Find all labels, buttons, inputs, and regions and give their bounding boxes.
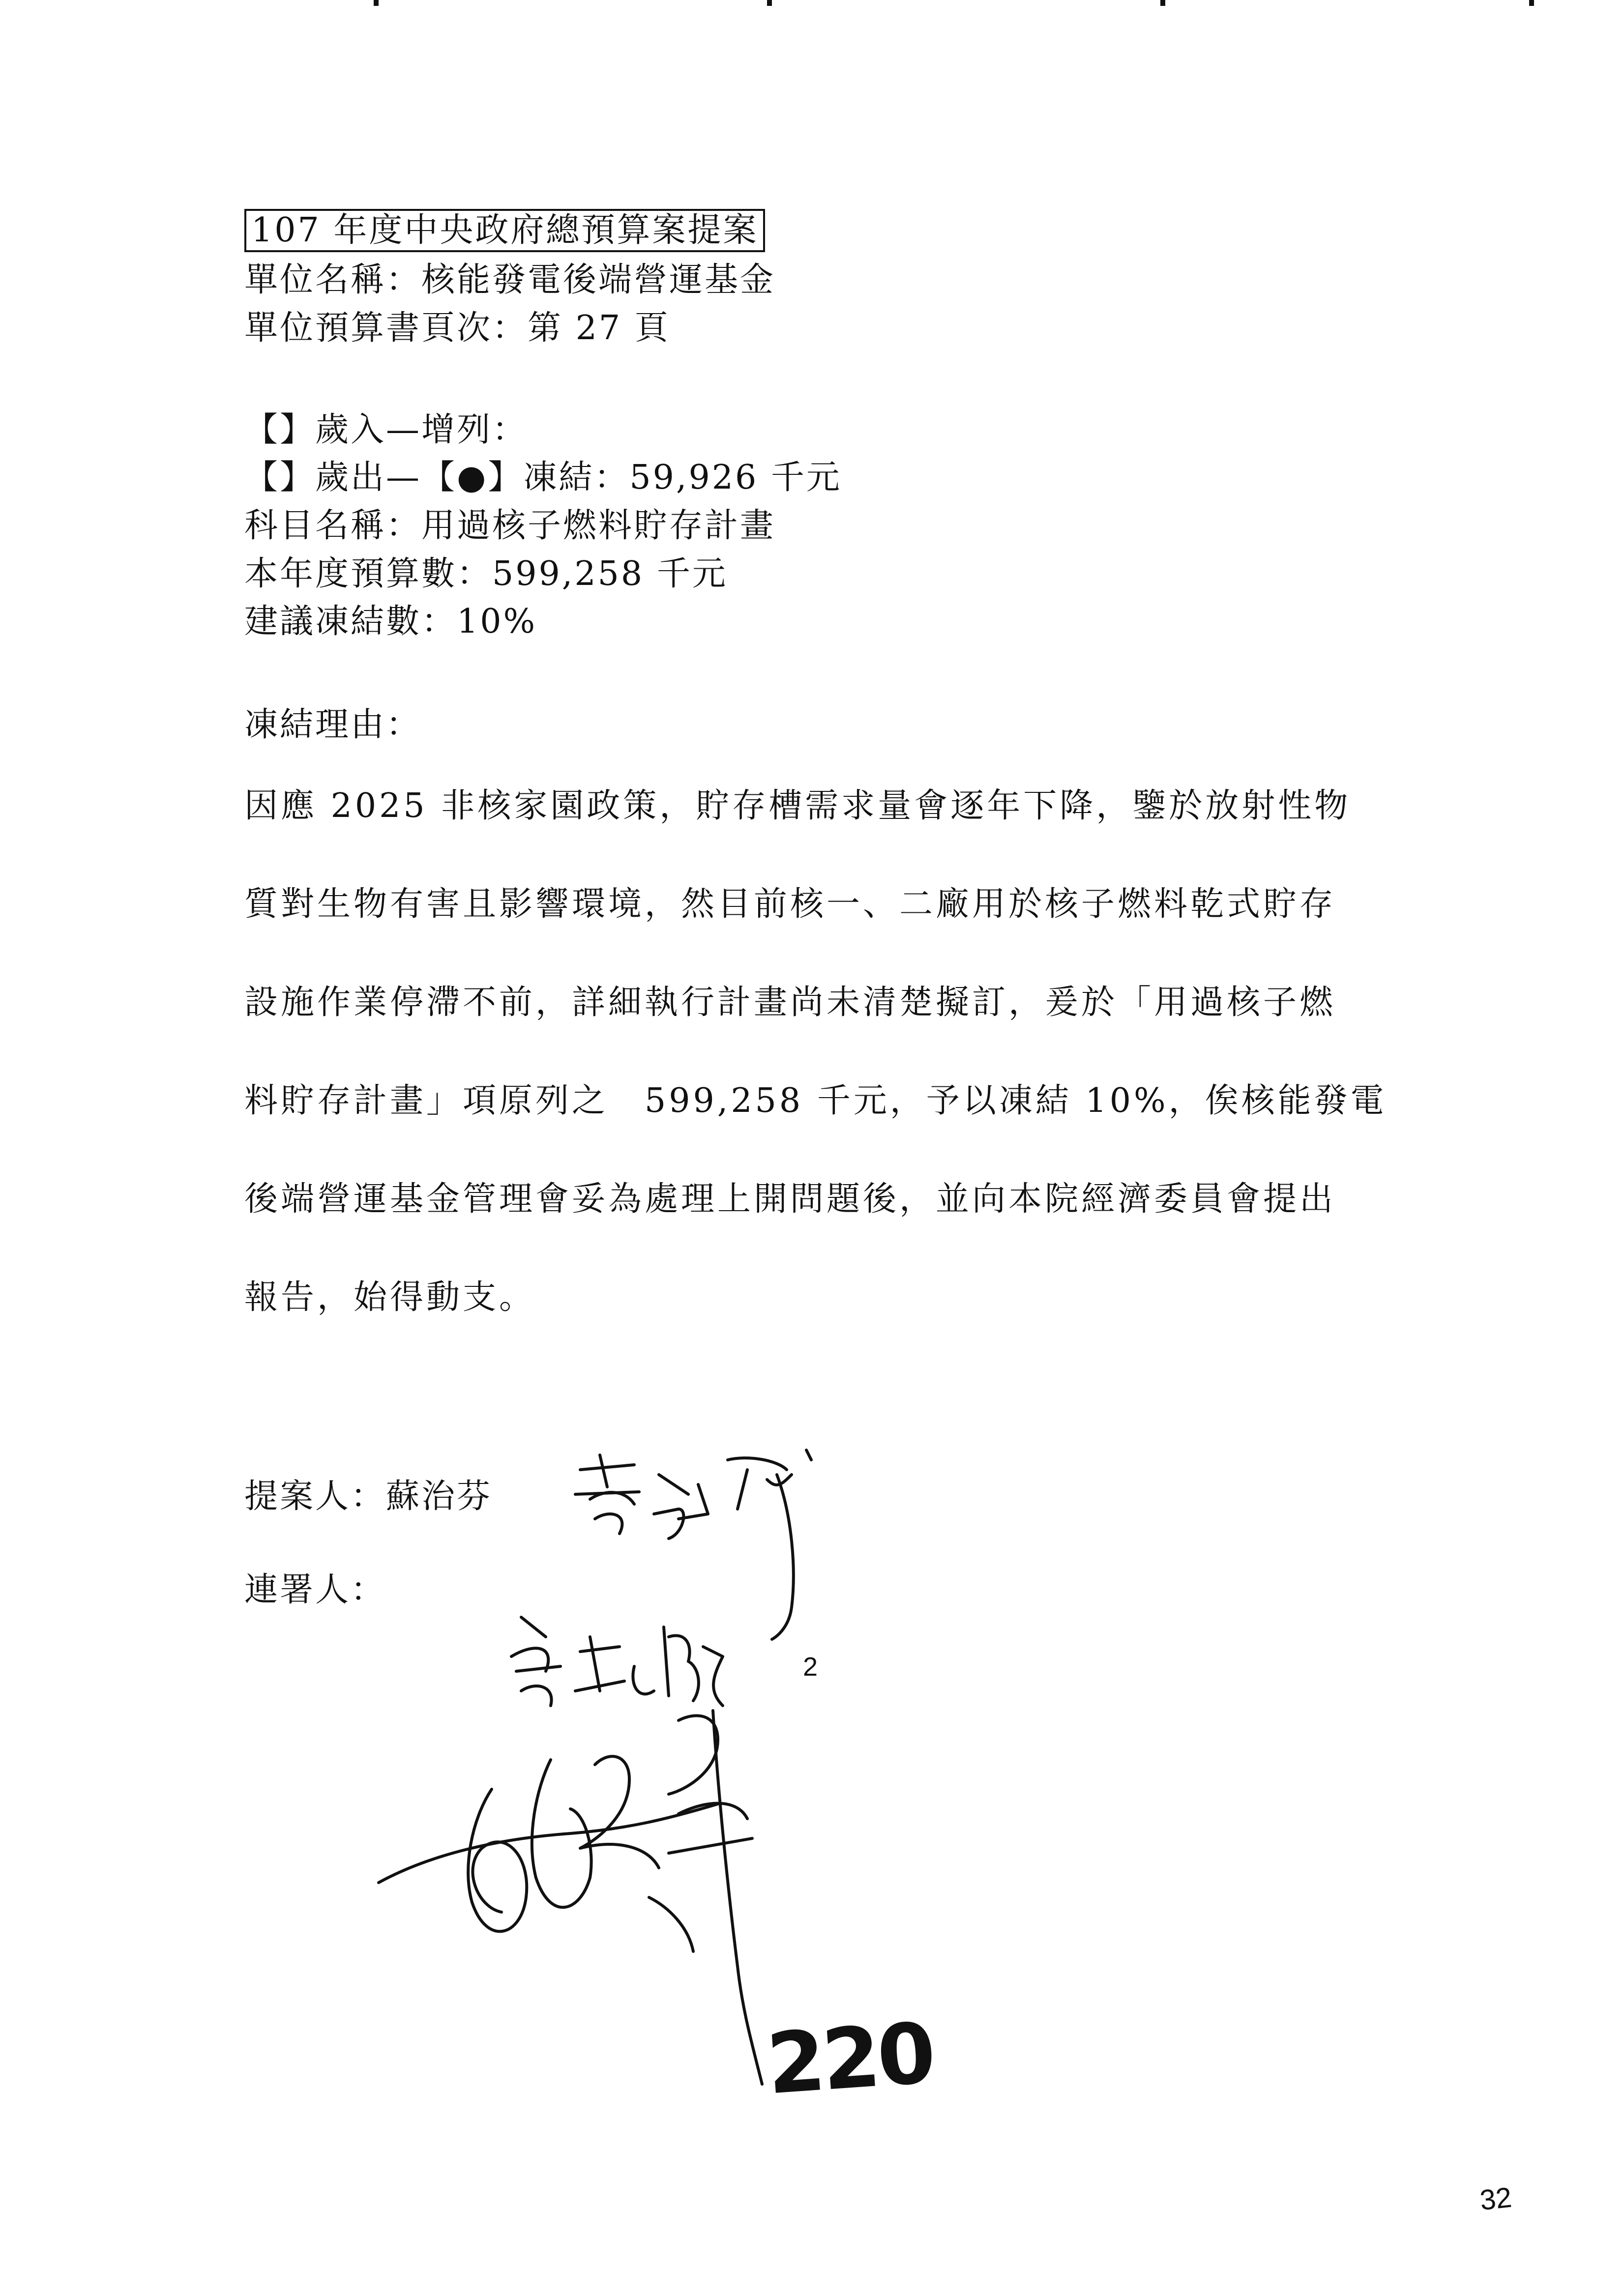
reason-line: 報告，始得動支。	[244, 1278, 536, 1317]
revenue-item: 【】歲入—增列：	[244, 410, 528, 449]
proposal-title-box: 107 年度中央政府總預算案提案	[244, 209, 765, 252]
suggested-freeze: 建議凍結數：10%	[244, 602, 537, 641]
reason-line: 料貯存計畫」項原列之 599,258 千元，予以凍結 10%，俟核能發電	[244, 1081, 1387, 1120]
proposer-label: 提案人：蘇治芬	[244, 1477, 493, 1516]
reason-line: 因應 2025 非核家園政策，貯存槽需求量會逐年下降，鑒於放射性物	[244, 786, 1351, 825]
reason-line: 後端營運基金管理會妥為處理上開問題後，並向本院經濟委員會提出	[244, 1180, 1336, 1219]
expense-item: 【】歲出—【●】凍結：59,926 千元	[244, 458, 842, 497]
reason-line: 設施作業停滯不前，詳細執行計畫尚未清楚擬訂，爰於「用過核子燃	[244, 983, 1336, 1022]
reason-line: 質對生物有害且影響環境，然目前核一、二廠用於核子燃料乾式貯存	[244, 885, 1336, 924]
freeze-reason-label: 凍結理由：	[244, 705, 422, 744]
handwritten-number: 220	[764, 2005, 936, 2114]
budget-amount: 本年度預算數：599,258 千元	[244, 554, 728, 593]
proposal-title	[244, 209, 765, 252]
subject-name: 科目名稱：用過核子燃料貯存計畫	[244, 506, 776, 545]
page-number: 2	[803, 1652, 818, 1682]
corner-mark: 32	[1478, 2181, 1513, 2217]
cosigner-label: 連署人：	[244, 1570, 386, 1609]
unit-name: 單位名稱：核能發電後端營運基金	[244, 261, 776, 299]
budget-page-ref: 單位預算書頁次：第 27 頁	[244, 309, 670, 348]
